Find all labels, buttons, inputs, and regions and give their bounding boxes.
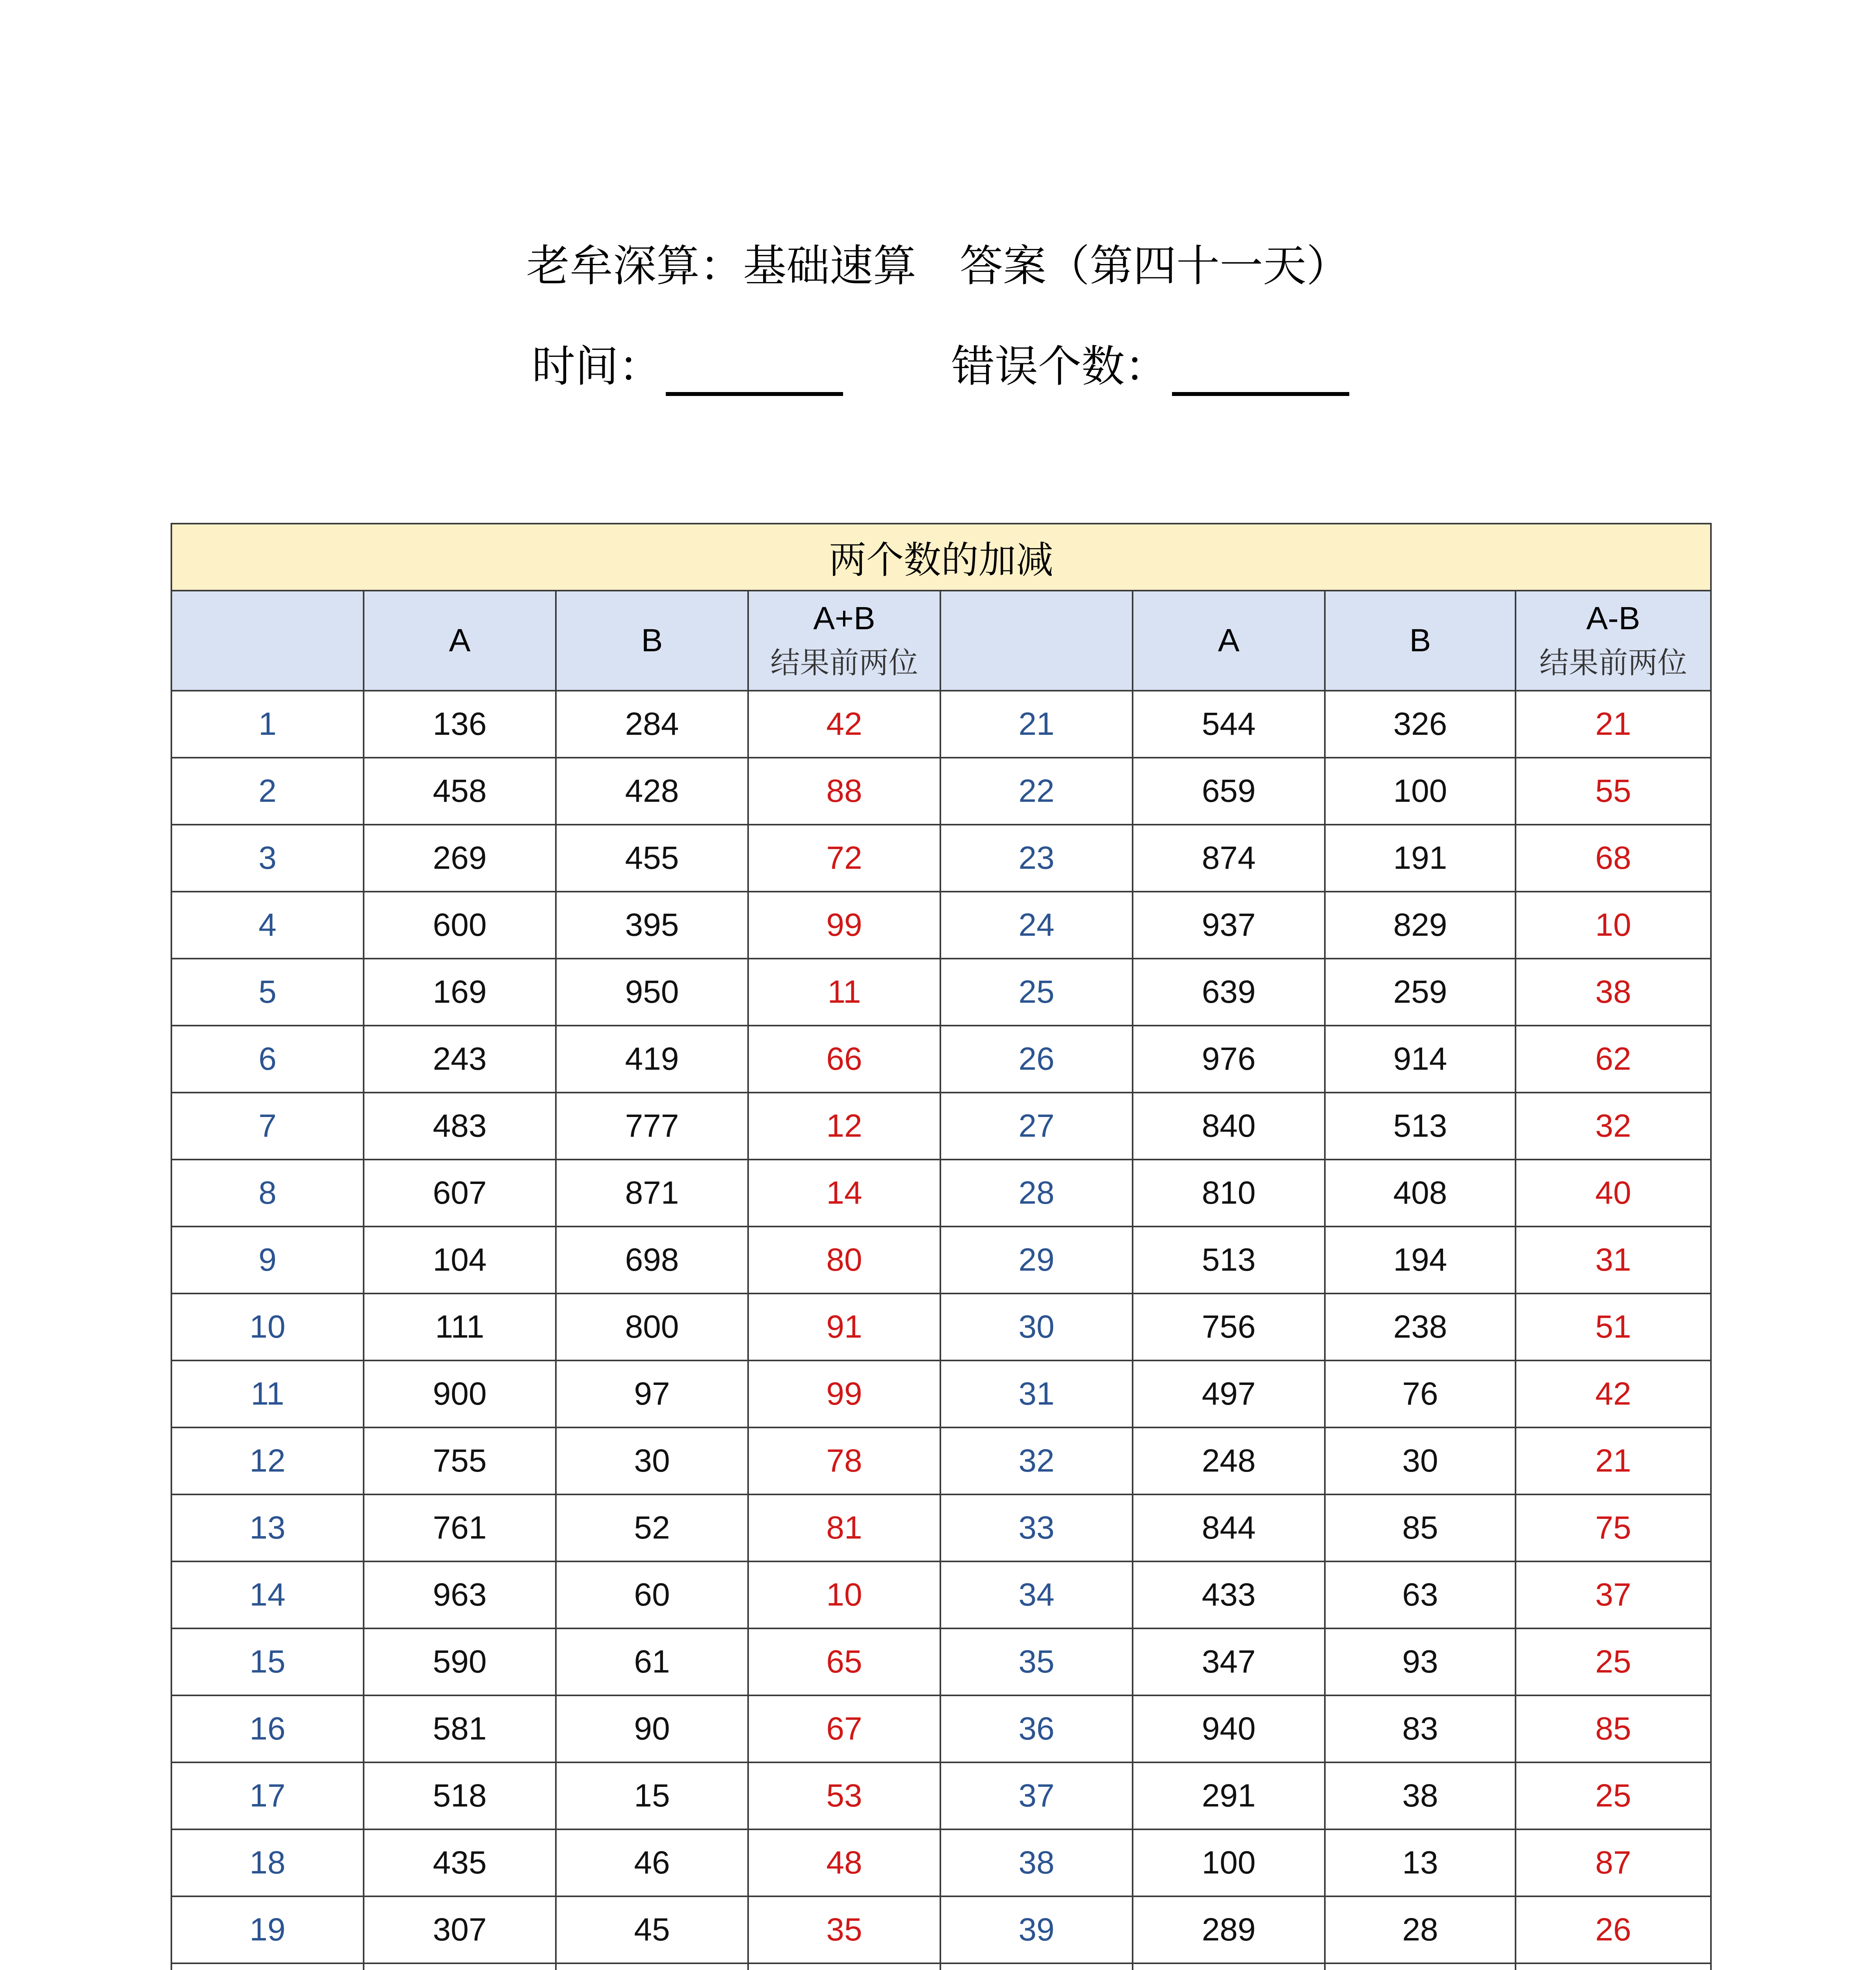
row-number-left: 4 [171, 892, 364, 959]
value-b-left: 30 [556, 1427, 748, 1494]
answer-sum: 42 [748, 691, 940, 758]
value-b-right: 513 [1325, 1093, 1516, 1160]
table-row [171, 1963, 1711, 1970]
row-number-left: 14 [171, 1561, 364, 1628]
row-number-right: 33 [940, 1494, 1133, 1561]
answer-diff: 31 [1516, 1227, 1711, 1294]
value-a-right: 544 [1133, 691, 1325, 758]
value-a-right: 756 [1133, 1294, 1325, 1360]
value-b-left: 60 [556, 1561, 748, 1628]
value-b-right: 100 [1325, 758, 1516, 825]
row-number-right: 37 [940, 1762, 1133, 1829]
value-a-right: 289 [1133, 1896, 1325, 1963]
row-number-right: 36 [940, 1695, 1133, 1762]
row-number-right: 28 [940, 1160, 1133, 1227]
row-number-right: 26 [940, 1026, 1133, 1093]
errors-label: 错误个数： [951, 341, 1168, 392]
header-sum-label: A+B [813, 600, 875, 636]
row-number-left: 6 [171, 1026, 364, 1093]
row-number-left: 3 [171, 825, 364, 892]
answer-sum: 14 [748, 1160, 940, 1227]
value-b-right: 191 [1325, 825, 1516, 892]
value-a-right: 100 [1133, 1829, 1325, 1896]
header-diff-sub: 结果前两位 [1539, 645, 1687, 680]
table-row [171, 1494, 1711, 1561]
table-row [171, 691, 1711, 758]
table-row [171, 1896, 1711, 1963]
table-row [171, 1762, 1711, 1829]
value-a-left: 169 [364, 959, 556, 1026]
value-a-right: 874 [1133, 825, 1325, 892]
value-b-right: 28 [1325, 1896, 1516, 1963]
row-number-right: 31 [940, 1360, 1133, 1427]
value-b-right: 38 [1325, 1762, 1516, 1829]
answer-diff: 40 [1516, 1160, 1711, 1227]
answer-diff: 25 [1516, 1628, 1711, 1695]
value-a-left: 458 [364, 758, 556, 825]
answer-diff: 87 [1516, 1829, 1711, 1896]
answer-sum: 91 [748, 1294, 940, 1360]
row-number-right: 38 [940, 1829, 1133, 1896]
answer-sum: 80 [748, 1227, 940, 1294]
table-row [171, 1026, 1711, 1093]
value-a-left: 269 [364, 825, 556, 892]
value-a-left: 104 [364, 1227, 556, 1294]
header-a-right: A [1133, 591, 1325, 691]
errors-field [951, 337, 1349, 404]
row-number-left: 9 [171, 1227, 364, 1294]
value-a-right: 937 [1133, 892, 1325, 959]
value-b-right: 76 [1325, 1360, 1516, 1427]
row-number-left: 1 [171, 691, 364, 758]
table-row [171, 1160, 1711, 1227]
answer-diff: 38 [1516, 959, 1711, 1026]
row-number-left: 17 [171, 1762, 364, 1829]
time-field [532, 337, 843, 404]
answer-sum: 78 [748, 1427, 940, 1494]
table-row [171, 1561, 1711, 1628]
row-number-right: 25 [940, 959, 1133, 1026]
value-b-right: 63 [1325, 1561, 1516, 1628]
value-b-right: 13 [1325, 1829, 1516, 1896]
value-a-left: 607 [364, 1160, 556, 1227]
answer-sum: 65 [748, 1628, 940, 1695]
answer-sum: 72 [748, 825, 940, 892]
answer-diff: 62 [1516, 1026, 1711, 1093]
value-a-left: 963 [364, 1561, 556, 1628]
value-b-left: 777 [556, 1093, 748, 1160]
answer-sum: 53 [748, 1762, 940, 1829]
value-b-right: 408 [1325, 1160, 1516, 1227]
answer-sum [748, 1963, 940, 1970]
value-a-right: 513 [1133, 1227, 1325, 1294]
value-a-left: 755 [364, 1427, 556, 1494]
row-number-right: 29 [940, 1227, 1133, 1294]
value-b-left: 950 [556, 959, 748, 1026]
table-row [171, 892, 1711, 959]
value-b-left: 419 [556, 1026, 748, 1093]
value-a-right: 840 [1133, 1093, 1325, 1160]
value-a-right: 639 [1133, 959, 1325, 1026]
row-number-left: 2 [171, 758, 364, 825]
header-blank-left [171, 591, 364, 691]
value-a-left: 136 [364, 691, 556, 758]
row-number-left: 11 [171, 1360, 364, 1427]
value-b-right: 238 [1325, 1294, 1516, 1360]
row-number-right: 27 [940, 1093, 1133, 1160]
header-b-right: B [1325, 591, 1516, 691]
answer-diff: 26 [1516, 1896, 1711, 1963]
value-b-left: 698 [556, 1227, 748, 1294]
row-number-right: 23 [940, 825, 1133, 892]
table-row [171, 1695, 1711, 1762]
value-a-right: 844 [1133, 1494, 1325, 1561]
page-title: 老牟深算：基础速算 答案（第四十一天） [526, 241, 1350, 291]
row-number-right: 34 [940, 1561, 1133, 1628]
value-a-left: 900 [364, 1360, 556, 1427]
value-b-right: 85 [1325, 1494, 1516, 1561]
value-a-left [364, 1963, 556, 1970]
row-number-left [171, 1963, 364, 1970]
value-b-left: 284 [556, 691, 748, 758]
header-sum [748, 591, 940, 691]
time-blank [666, 353, 843, 396]
value-b-left: 97 [556, 1360, 748, 1427]
header-a-left: A [364, 591, 556, 691]
header-b-left: B [556, 591, 748, 691]
answer-diff: 37 [1516, 1561, 1711, 1628]
value-a-left: 581 [364, 1695, 556, 1762]
header-diff [1516, 591, 1711, 691]
row-number-right: 22 [940, 758, 1133, 825]
answer-diff: 42 [1516, 1360, 1711, 1427]
value-b-left: 90 [556, 1695, 748, 1762]
value-a-right: 248 [1133, 1427, 1325, 1494]
answer-diff: 51 [1516, 1294, 1711, 1360]
value-b-right: 914 [1325, 1026, 1516, 1093]
answer-diff: 25 [1516, 1762, 1711, 1829]
answer-sum: 67 [748, 1695, 940, 1762]
value-a-left: 518 [364, 1762, 556, 1829]
table-row [171, 1427, 1711, 1494]
answer-diff: 21 [1516, 1427, 1711, 1494]
time-label: 时间： [532, 341, 662, 392]
table-row [171, 1227, 1711, 1294]
row-number-right: 24 [940, 892, 1133, 959]
row-number-right: 30 [940, 1294, 1133, 1360]
answer-sum: 10 [748, 1561, 940, 1628]
value-b-right: 93 [1325, 1628, 1516, 1695]
value-a-left: 111 [364, 1294, 556, 1360]
row-number-left: 5 [171, 959, 364, 1026]
row-number-left: 7 [171, 1093, 364, 1160]
value-b-left: 15 [556, 1762, 748, 1829]
value-b-left: 871 [556, 1160, 748, 1227]
value-b-left: 800 [556, 1294, 748, 1360]
table-row [171, 758, 1711, 825]
value-b-left: 46 [556, 1829, 748, 1896]
row-number-right: 21 [940, 691, 1133, 758]
row-number-left: 12 [171, 1427, 364, 1494]
answer-sum: 66 [748, 1026, 940, 1093]
table-row [171, 825, 1711, 892]
answer-sum: 11 [748, 959, 940, 1026]
answer-sum: 88 [748, 758, 940, 825]
answer-diff: 68 [1516, 825, 1711, 892]
value-a-right: 940 [1133, 1695, 1325, 1762]
value-b-right: 30 [1325, 1427, 1516, 1494]
value-a-right: 659 [1133, 758, 1325, 825]
table-row [171, 959, 1711, 1026]
value-a-right: 347 [1133, 1628, 1325, 1695]
value-b-right: 259 [1325, 959, 1516, 1026]
answer-diff: 85 [1516, 1695, 1711, 1762]
value-a-left: 307 [364, 1896, 556, 1963]
value-b-left: 395 [556, 892, 748, 959]
value-a-left: 243 [364, 1026, 556, 1093]
value-a-left: 483 [364, 1093, 556, 1160]
row-number-right: 32 [940, 1427, 1133, 1494]
value-b-right: 83 [1325, 1695, 1516, 1762]
value-a-right: 976 [1133, 1026, 1325, 1093]
row-number-left: 19 [171, 1896, 364, 1963]
value-b-right: 829 [1325, 892, 1516, 959]
value-a-right: 810 [1133, 1160, 1325, 1227]
table1-caption: 两个数的加减 [171, 524, 1711, 591]
row-number-left: 16 [171, 1695, 364, 1762]
answer-sum: 81 [748, 1494, 940, 1561]
answer-diff: 75 [1516, 1494, 1711, 1561]
answer-sum: 99 [748, 892, 940, 959]
table-row [171, 1360, 1711, 1427]
answer-sum: 99 [748, 1360, 940, 1427]
row-number-left: 18 [171, 1829, 364, 1896]
value-b-right [1325, 1963, 1516, 1970]
value-b-right: 326 [1325, 691, 1516, 758]
value-b-left: 52 [556, 1494, 748, 1561]
table-row [171, 1294, 1711, 1360]
value-a-right [1133, 1963, 1325, 1970]
answer-diff: 10 [1516, 892, 1711, 959]
row-number-right [940, 1963, 1133, 1970]
answer-diff: 32 [1516, 1093, 1711, 1160]
answer-sum: 12 [748, 1093, 940, 1160]
header-blank-right [940, 591, 1133, 691]
answer-diff: 55 [1516, 758, 1711, 825]
value-a-left: 600 [364, 892, 556, 959]
answer-diff [1516, 1963, 1711, 1970]
row-number-left: 13 [171, 1494, 364, 1561]
value-a-left: 761 [364, 1494, 556, 1561]
table-row [171, 1093, 1711, 1160]
value-a-right: 291 [1133, 1762, 1325, 1829]
value-b-left [556, 1963, 748, 1970]
row-number-right: 35 [940, 1628, 1133, 1695]
row-number-right: 39 [940, 1896, 1133, 1963]
answer-diff: 21 [1516, 691, 1711, 758]
header-diff-label: A-B [1586, 600, 1640, 636]
row-number-left: 15 [171, 1628, 364, 1695]
value-b-left: 455 [556, 825, 748, 892]
add-subtract-table [171, 523, 1712, 1970]
answer-sum: 35 [748, 1896, 940, 1963]
value-a-right: 497 [1133, 1360, 1325, 1427]
row-number-left: 10 [171, 1294, 364, 1360]
table-row [171, 1628, 1711, 1695]
value-b-left: 61 [556, 1628, 748, 1695]
value-b-left: 428 [556, 758, 748, 825]
value-a-right: 433 [1133, 1561, 1325, 1628]
value-a-left: 590 [364, 1628, 556, 1695]
header-sum-sub: 结果前两位 [770, 645, 918, 680]
table-row [171, 1829, 1711, 1896]
answer-sum: 48 [748, 1829, 940, 1896]
value-a-left: 435 [364, 1829, 556, 1896]
value-b-left: 45 [556, 1896, 748, 1963]
value-b-right: 194 [1325, 1227, 1516, 1294]
errors-blank [1172, 353, 1349, 396]
row-number-left: 8 [171, 1160, 364, 1227]
